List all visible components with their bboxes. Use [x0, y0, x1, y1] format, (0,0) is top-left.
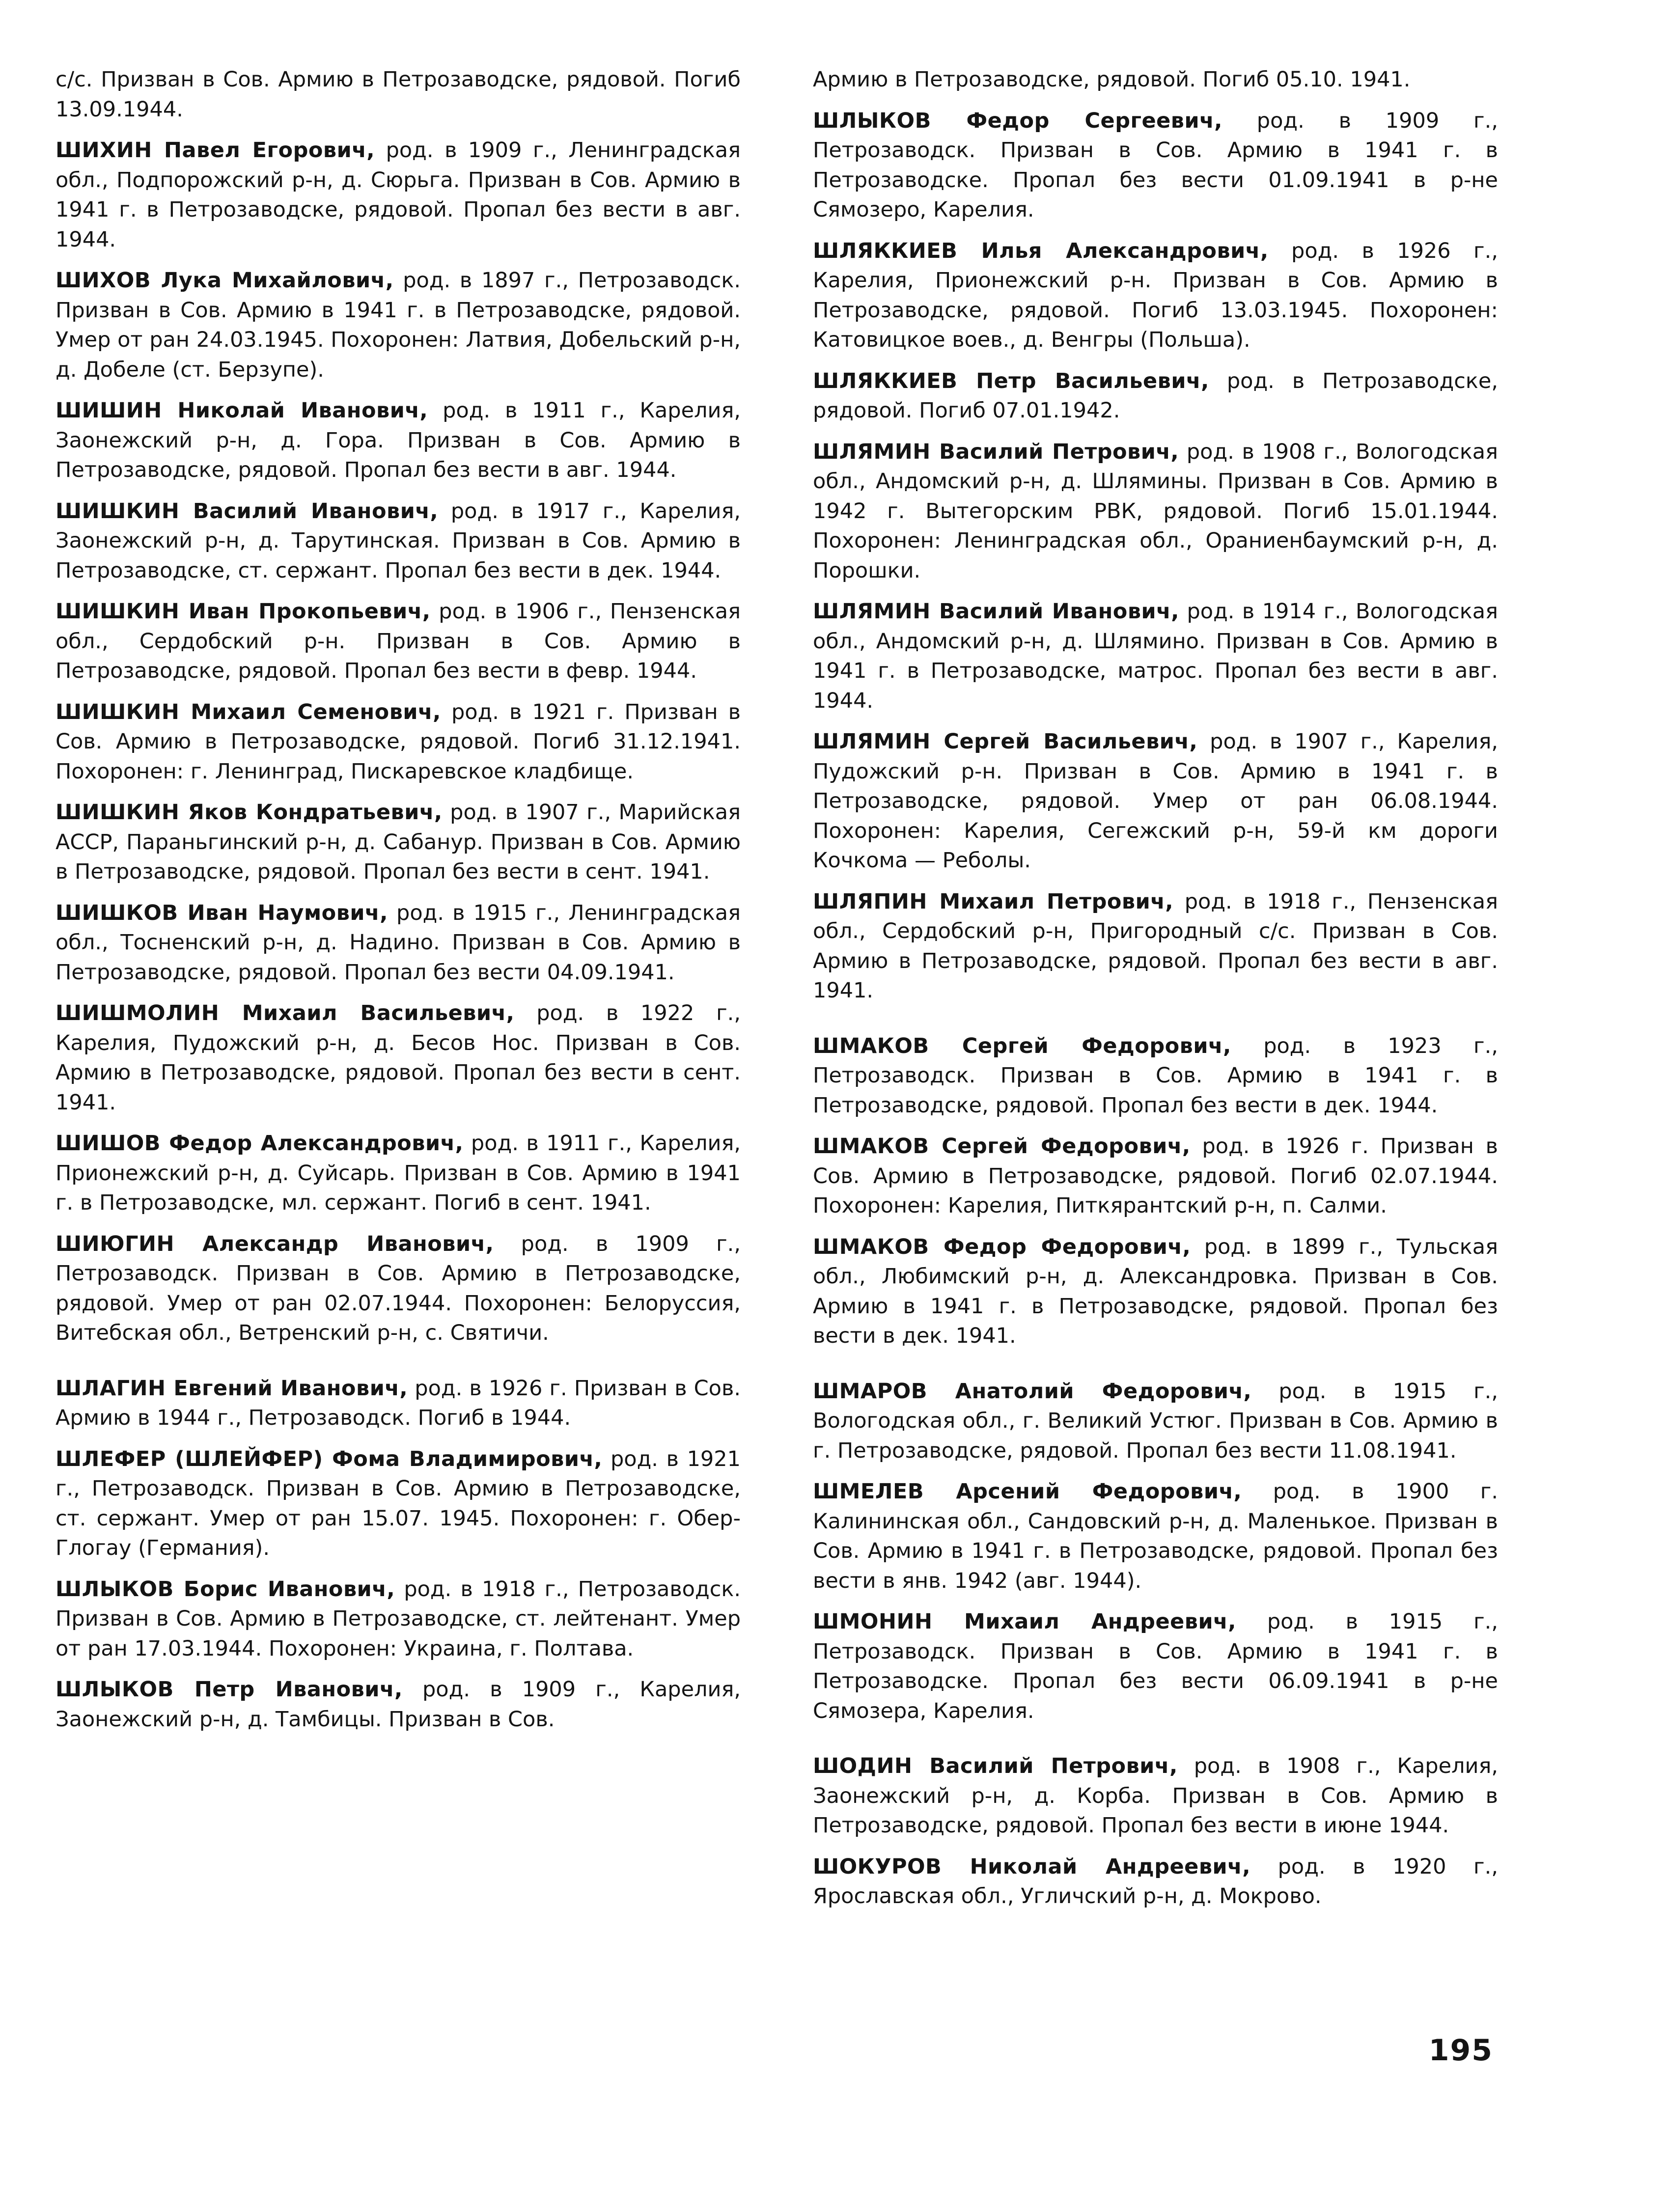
- entry-text: род. в 1926 г. Призван в Сов. Армию в 1944 г., Петрозаводск. Погиб в 1944.: [56, 1376, 741, 1430]
- entry-name: ШОКУРОВ Николай Андреевич,: [813, 1854, 1251, 1879]
- right-column: [813, 65, 1498, 1923]
- entry-text: род. в 1909 г., Петрозаводск. Призван в Сов. Армию в Петрозаводске, рядовой. Умер от ран 02.07.1944. Похоронен: Белоруссия, Витебская обл., Ветренский р-н, с. Святичи.: [56, 1231, 741, 1345]
- entry-text: род. в 1923 г., Петрозаводск. Призван в Сов. Армию в 1941 г. в Петрозаводске, рядовой. Пропал без вести в дек. 1944.: [813, 1033, 1498, 1118]
- entry-text: род. в 1909 г., Ленинградская обл., Подпорожский р-н, д. Сюрьга. Призван в Сов. Армию в 1941 г. в Петрозаводске, рядовой. Пропал без вести в авг. 1944.: [56, 138, 741, 252]
- entry: [56, 1129, 741, 1218]
- entry: [56, 998, 741, 1117]
- entry-text: род. в 1915 г., Ленинградская обл., Тосненский р-н, д. Надино. Призван в Сов. Армию в Петрозаводске, рядовой. Пропал без вести 04.09.1941.: [56, 900, 741, 985]
- entry-text: род. в 1918 г., Пензенская обл., Сердобский р-н, Пригородный с/с. Призван в Сов. Армию в Петрозаводске, рядовой. Пропал без вести в авг. 1941.: [813, 889, 1499, 1003]
- entry: [813, 366, 1498, 426]
- entry: [56, 898, 741, 988]
- entry-name: ШМАКОВ Сергей Федорович,: [813, 1134, 1191, 1159]
- entry-name: ШЛЕФЕР (ШЛЕЙФЕР) Фома Владимирович,: [56, 1446, 603, 1471]
- entry: [813, 106, 1498, 225]
- entry-name: ШЛЯПИН Михаил Петрович,: [813, 889, 1174, 914]
- entry: [813, 1607, 1498, 1726]
- entry-continuation: [813, 65, 1498, 95]
- entry: [813, 1031, 1498, 1121]
- entry-text: с/с. Призван в Сов. Армию в Петрозаводске, рядовой. Погиб 13.09.1944.: [56, 67, 741, 122]
- entry-name: ШЛЯККИЕВ Илья Александрович,: [813, 238, 1269, 263]
- entry-continuation: [56, 65, 741, 124]
- entry: [56, 396, 741, 485]
- entry-text: род. в 1908 г., Вологодская обл., Андомский р-н, д. Шлямины. Призван в Сов. Армию в 1942 г. Вытегорским РВК, рядовой. Погиб 15.01.1944. Похоронен: Ленинградская обл., Ораниенбаумский р-н, д. Порошки.: [813, 439, 1499, 583]
- entry: [813, 887, 1498, 1006]
- entry-text: род. в 1907 г., Карелия, Пудожский р-н. Призван в Сов. Армию в 1941 г. в Петрозаводске, рядовой. Умер от ран 06.08.1944. Похоронен: Карелия, Сегежский р-н, 59-й км дороги Кочкома — Реболы.: [813, 729, 1498, 873]
- entry-name: ШОДИН Василий Петрович,: [813, 1754, 1178, 1778]
- entry-name: ШИШКИН Василий Иванович,: [56, 498, 439, 524]
- entry: [813, 1477, 1498, 1596]
- entry: [813, 1377, 1498, 1466]
- entry-name: ШЛЫКОВ Петр Иванович,: [56, 1677, 403, 1702]
- entry-name: ШЛЫКОВ Федор Сергеевич,: [813, 108, 1222, 133]
- entry: [813, 727, 1498, 876]
- entry-name: ШЛЯККИЕВ Петр Васильевич,: [813, 368, 1209, 393]
- entry-text: род. в 1917 г., Карелия, Заонежский р-н, д. Тарутинская. Призван в Сов. Армию в Петрозаводске, ст. сержант. Пропал без вести в дек. 1944.: [56, 498, 741, 583]
- entry-name: ШИШКИН Михаил Семенович,: [56, 699, 441, 724]
- entry: [56, 497, 741, 586]
- entry-text: род. в Петрозаводске, рядовой. Погиб 07.01.1942.: [813, 368, 1499, 423]
- entry-text: род. в 1907 г., Марийская АССР, Параньгинский р-н, д. Сабанур. Призван в Сов. Армию в Петрозаводске, рядовой. Пропал без вести в сент. 1941.: [56, 800, 741, 884]
- entry-name: ШИШМОЛИН Михаил Васильевич,: [56, 1001, 515, 1025]
- entry-text: род. в 1909 г., Карелия, Заонежский р-н, д. Тамбицы. Призван в Сов.: [56, 1677, 741, 1732]
- left-column: [56, 65, 741, 1745]
- entry-name: ШЛЯМИН Сергей Васильевич,: [813, 729, 1198, 754]
- entry-name: ШЛЫКОВ Борис Иванович,: [56, 1576, 395, 1602]
- entry-name: ШЛЯМИН Василий Петрович,: [813, 439, 1179, 464]
- entry: [56, 597, 741, 686]
- entry: [813, 1232, 1498, 1351]
- entry-name: ШИШОВ Федор Александрович,: [56, 1131, 464, 1156]
- entry-text: род. в 1899 г., Тульская обл., Любимский р-н, д. Александровка. Призван в Сов. Армию в 1941 г. в Петрозаводске, рядовой. Пропал без вести в дек. 1941.: [813, 1234, 1498, 1348]
- entry-text: род. в 1920 г., Ярославская обл., Угличский р-н, д. Мокрово.: [813, 1854, 1498, 1908]
- entry-text: род. в 1921 г. Призван в Сов. Армию в Петрозаводске, рядовой. Погиб 31.12.1941. Похоронен: г. Ленинград, Пискаревское кладбище.: [56, 699, 741, 784]
- entry-text: род. в 1922 г., Карелия, Пудожский р-н, д. Бесов Нос. Призван в Сов. Армию в Петрозаводске, рядовой. Пропал без вести в сент. 1941.: [56, 1001, 741, 1115]
- entry-name: ШЛЯМИН Василий Иванович,: [813, 599, 1180, 624]
- entry-text: род. в 1897 г., Петрозаводск. Призван в Сов. Армию в 1941 г. в Петрозаводске, рядовой. Умер от ран 24.03.1945. Похоронен: Латвия, Добельский р-н, д. Добеле (ст. Берзупе).: [56, 268, 741, 382]
- entry-name: ШИШИН Николай Иванович,: [56, 398, 428, 423]
- page-number: 195: [1428, 2033, 1493, 2068]
- entry: [56, 266, 741, 385]
- entry-text: род. в 1915 г., Вологодская обл., г. Великий Устюг. Призван в Сов. Армию в г. Петрозаводске, рядовой. Пропал без вести 11.08.1941.: [813, 1379, 1498, 1463]
- entry: [56, 697, 741, 787]
- entry: [813, 1852, 1498, 1911]
- entry-name: ШИХИН Павел Егорович,: [56, 138, 375, 163]
- entry-name: ШМАКОВ Федор Федорович,: [813, 1234, 1191, 1259]
- entry: [56, 1575, 741, 1664]
- entry-text: род. в 1908 г., Карелия, Заонежский р-н, д. Корба. Призван в Сов. Армию в Петрозаводске, рядовой. Пропал без вести в июне 1944.: [813, 1754, 1499, 1838]
- entry-text: Армию в Петрозаводске, рядовой. Погиб 05.10. 1941.: [813, 67, 1411, 92]
- entry-name: ШЛАГИН Евгений Иванович,: [56, 1376, 408, 1401]
- entry-text: род. в 1914 г., Вологодская обл., Андомский р-н, д. Шлямино. Призван в Сов. Армию в 1941 г. в Петрозаводске, матрос. Пропал без вести в авг. 1944.: [813, 599, 1499, 713]
- entry-text: род. в 1926 г., Карелия, Прионежский р-н. Призван в Сов. Армию в Петрозаводске, рядовой. Погиб 13.03.1945. Похоронен: Катовицкое воев., д. Венгры (Польша).: [813, 238, 1498, 352]
- entry-text: род. в 1918 г., Петрозаводск. Призван в Сов. Армию в Петрозаводске, ст. лейтенант. Умер от ран 17.03.1944. Похоронен: Украина, г. Полтава.: [56, 1576, 741, 1661]
- entry-text: род. в 1926 г. Призван в Сов. Армию в Петрозаводске, рядовой. Погиб 02.07.1944. Похоронен: Карелия, Питкярантский р-н, п. Салми.: [813, 1134, 1498, 1218]
- entry-text: род. в 1911 г., Карелия, Прионежский р-н, д. Суйсарь. Призван в Сов. Армию в 1941 г. в Петрозаводске, мл. сержант. Погиб в сент. 1941.: [56, 1131, 741, 1215]
- entry-text: род. в 1906 г., Пензенская обл., Сердобский р-н. Призван в Сов. Армию в Петрозаводске, рядовой. Пропал без вести в февр. 1944.: [56, 599, 741, 683]
- entry: [56, 1675, 741, 1734]
- entry: [56, 798, 741, 887]
- entry-text: род. в 1921 г., Петрозаводск. Призван в Сов. Армию в Петрозаводске, ст. сержант. Умер от ран 15.07. 1945. Похоронен: г. Обер-Глогау (Германия).: [56, 1446, 741, 1560]
- entry-name: ШИШКИН Яков Кондратьевич,: [56, 800, 443, 825]
- entry: [813, 1751, 1498, 1841]
- entry: [813, 597, 1498, 716]
- entry: [813, 437, 1498, 586]
- entry: [813, 236, 1498, 355]
- entry: [56, 136, 741, 254]
- entry-text: род. в 1911 г., Карелия, Заонежский р-н, д. Гора. Призван в Сов. Армию в Петрозаводске, рядовой. Пропал без вести в авг. 1944.: [56, 398, 741, 482]
- entry: [56, 1229, 741, 1348]
- entry-name: ШМЕЛЕВ Арсений Федорович,: [813, 1479, 1242, 1504]
- entry-name: ШИШКИН Иван Прокопьевич,: [56, 599, 431, 624]
- entry-name: ШИЮГИН Александр Иванович,: [56, 1231, 494, 1256]
- entry-name: ШМАРОВ Анатолий Федорович,: [813, 1379, 1252, 1404]
- entry-text: род. в 1900 г. Калининская обл., Сандовский р-н, д. Маленькое. Призван в Сов. Армию в 1941 г. в Петрозаводске, рядовой. Пропал без вести в янв. 1942 (авг. 1944).: [813, 1479, 1498, 1593]
- entry-name: ШИШКОВ Иван Наумович,: [56, 900, 388, 925]
- entry-name: ШМАКОВ Сергей Федорович,: [813, 1033, 1231, 1058]
- entry-name: ШИХОВ Лука Михайлович,: [56, 268, 394, 293]
- entry-name: ШМОНИН Михаил Андреевич,: [813, 1609, 1236, 1634]
- entry: [56, 1444, 741, 1563]
- entry-text: род. в 1909 г., Петрозаводск. Призван в Сов. Армию в 1941 г. в Петрозаводске. Пропал без вести 01.09.1941 в р-не Сямозеро, Карелия.: [813, 108, 1498, 222]
- entry: [813, 1132, 1498, 1221]
- entry: [56, 1374, 741, 1433]
- entry-text: род. в 1915 г., Петрозаводск. Призван в Сов. Армию в 1941 г. в Петрозаводске. Пропал без вести 06.09.1941 в р-не Сямозера, Карелия.: [813, 1609, 1498, 1723]
